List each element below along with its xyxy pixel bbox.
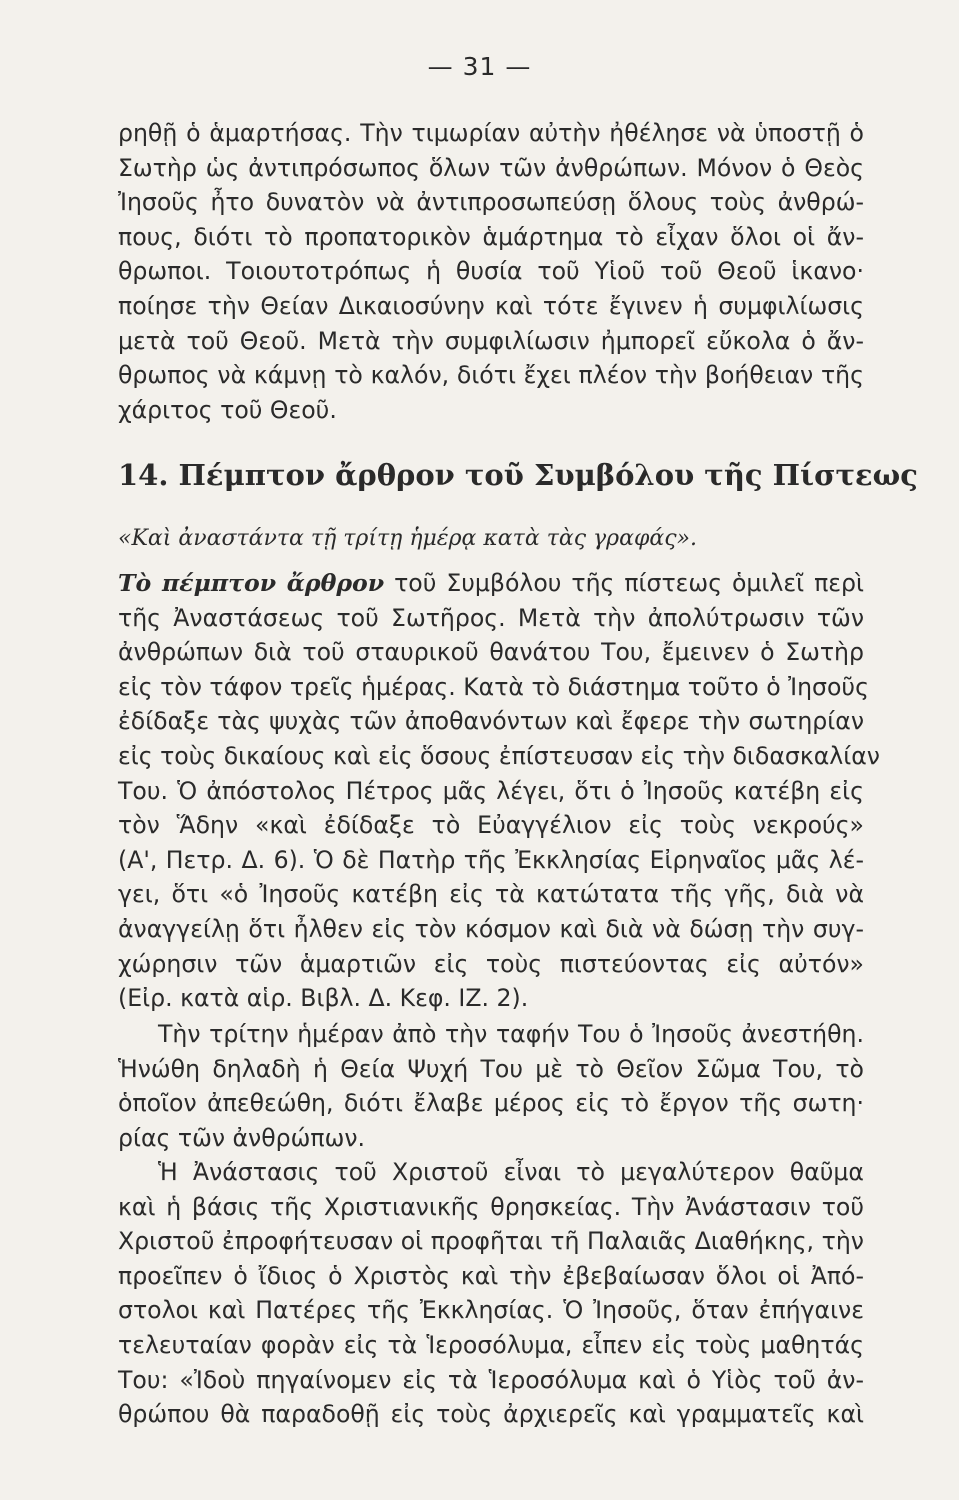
text-line: (Εἰρ. κατὰ αἱρ. Βιβλ. Δ. Κεφ. ΙΖ. 2). <box>118 984 529 1013</box>
text-line: ρηθῇ ὁ ἁμαρτήσας. Τὴν τιμωρίαν αὐτὴν ἠθέλησε νὰ ὑποστῇ ὁ <box>118 119 864 147</box>
text-line: Του: «Ἰδοὺ πηγαίνομεν εἰς τὰ Ἱεροσόλυμα καὶ ὁ Υἱὸς τοῦ ἀν- <box>118 1365 864 1394</box>
text-line: εἰς τοὺς δικαίους καὶ εἰς ὅσους ἐπίστευσαν εἰς τὴν διδασκαλίαν <box>118 741 880 770</box>
text-line: τὸν Ἅδην «καὶ ἐδίδαξε τὸ Εὐαγγέλιον εἰς τοὺς νεκρούς» <box>118 811 864 840</box>
text-line: πους, διότι τὸ προπατορικὸν ἁμάρτημα τὸ εἶχαν ὅλοι οἱ ἄν- <box>118 222 864 251</box>
text-line: Σωτὴρ ὡς ἀντιπρόσωπος ὅλων τῶν ἀνθρώπων. Μόνον ὁ Θεὸς <box>118 153 864 182</box>
text-line: ρίας τῶν ἀνθρώπων. <box>118 1123 366 1152</box>
paragraph-1 <box>118 116 864 427</box>
text-line: Ἡνώθη δηλαδὴ ἡ Θεία Ψυχή Του μὲ τὸ Θεῖον Σῶμα Του, τὸ <box>118 1054 864 1083</box>
text-line: ὁποῖον ἀπεθεώθη, διότι ἔλαβε μέρος εἰς τὸ ἔργον τῆς σωτη· <box>118 1089 864 1118</box>
lead-in-phrase: Τὸ πέμπτον ἄρθρον <box>118 569 385 597</box>
text-line: ἐδίδαξε τὰς ψυχὰς τῶν ἀποθανόντων καὶ ἔφερε τὴν σωτηρίαν <box>118 707 864 736</box>
paragraph-4 <box>118 1155 864 1432</box>
text-line: τελευταίαν φορὰν εἰς τὰ Ἱεροσόλυμα, εἶπεν εἰς τοὺς μαθητάς <box>118 1330 864 1359</box>
text-line: ἀναγγείλῃ ὅτι ἦλθεν εἰς τὸν κόσμον καὶ διὰ νὰ δώσῃ τὴν συγ- <box>118 914 864 943</box>
text-line: Τὴν τρίτην ἡμέραν ἀπὸ τὴν ταφήν Του ὁ Ἰησοῦς ἀνεστήθη. <box>158 1020 864 1048</box>
paragraph-2 <box>118 566 880 1016</box>
text-line: στολοι καὶ Πατέρες τῆς Ἐκκλησίας. Ὁ Ἰησοῦς, ὅταν ἐπήγαινε <box>118 1296 864 1325</box>
section-heading: 14. Πέμπτον ἄρθρον τοῦ Συμβόλου τῆς Πίστεως <box>118 458 918 492</box>
text-line: ἀνθρώπων διὰ τοῦ σταυρικοῦ θανάτου Του, ἔμεινεν ὁ Σωτὴρ <box>118 638 864 667</box>
text-line: χώρησιν τῶν ἁμαρτιῶν εἰς τοὺς πιστεύοντας εἰς αὐτόν» <box>118 949 864 978</box>
text-line: Ἰησοῦς ἦτο δυνατὸν νὰ ἀντιπροσωπεύσῃ ὅλους τοὺς ἀνθρώ- <box>118 188 864 217</box>
text-line: θρώπου θὰ παραδοθῇ εἰς τοὺς ἀρχιερεῖς καὶ γραμματεῖς καὶ <box>118 1400 864 1429</box>
text-line: χάριτος τοῦ Θεοῦ. <box>118 395 337 424</box>
text-line: τῆς Ἀναστάσεως τοῦ Σωτῆρος. Μετὰ τὴν ἀπολύτρωσιν τῶν <box>118 603 864 632</box>
text-line: θρωποι. Τοιουτοτρόπως ἡ θυσία τοῦ Υἱοῦ τοῦ Θεοῦ ἱκανο· <box>118 257 864 286</box>
text-line-rest: τοῦ Συμβόλου τῆς πίστεως ὁμιλεῖ περὶ <box>384 569 864 597</box>
creed-quote: «Καὶ ἀναστάντα τῇ τρίτῃ ἡμέρᾳ κατὰ τὰς γραφάς». <box>118 526 698 551</box>
text-line-first <box>118 566 864 601</box>
text-line: προεῖπεν ὁ ἴδιος ὁ Χριστὸς καὶ τὴν ἐβεβαίωσαν ὅλοι οἱ Ἀπό- <box>118 1261 864 1290</box>
text-line: (Α', Πετρ. Δ. 6). Ὁ δὲ Πατὴρ τῆς Ἐκκλησίας Εἰρηναῖος μᾶς λέ- <box>118 845 864 874</box>
text-line: Του. Ὁ ἀπόστολος Πέτρος μᾶς λέγει, ὅτι ὁ Ἰησοῦς κατέβη εἰς <box>118 776 864 805</box>
text-line: Ἡ Ἀνάστασις τοῦ Χριστοῦ εἶναι τὸ μεγαλύτερον θαῦμα <box>158 1158 864 1186</box>
text-line: γει, ὅτι «ὁ Ἰησοῦς κατέβη εἰς τὰ κατώτατα τῆς γῆς, διὰ νὰ <box>118 880 864 909</box>
text-line: θρωπος νὰ κάμνῃ τὸ καλόν, διότι ἔχει πλέον τὴν βοήθειαν τῆς <box>118 361 864 390</box>
text-line: ποίησε τὴν Θείαν Δικαιοσύνην καὶ τότε ἔγινεν ἡ συμφιλίωσις <box>118 291 864 320</box>
text-line: εἰς τὸν τάφον τρεῖς ἡμέρας. Κατὰ τὸ διάστημα τοῦτο ὁ Ἰησοῦς <box>118 672 869 701</box>
page-number: — 31 — <box>427 52 532 81</box>
text-line: μετὰ τοῦ Θεοῦ. Μετὰ τὴν συμφιλίωσιν ἠμπορεῖ εὔκολα ὁ ἄν- <box>118 326 864 355</box>
text-line: καὶ ἡ βάσις τῆς Χριστιανικῆς θρησκείας. Τὴν Ἀνάστασιν τοῦ <box>118 1192 864 1221</box>
text-line: Χριστοῦ ἐπροφήτευσαν οἱ προφῆται τῆ Παλαιᾶς Διαθήκης, τὴν <box>118 1227 864 1256</box>
paragraph-3 <box>118 1017 864 1155</box>
